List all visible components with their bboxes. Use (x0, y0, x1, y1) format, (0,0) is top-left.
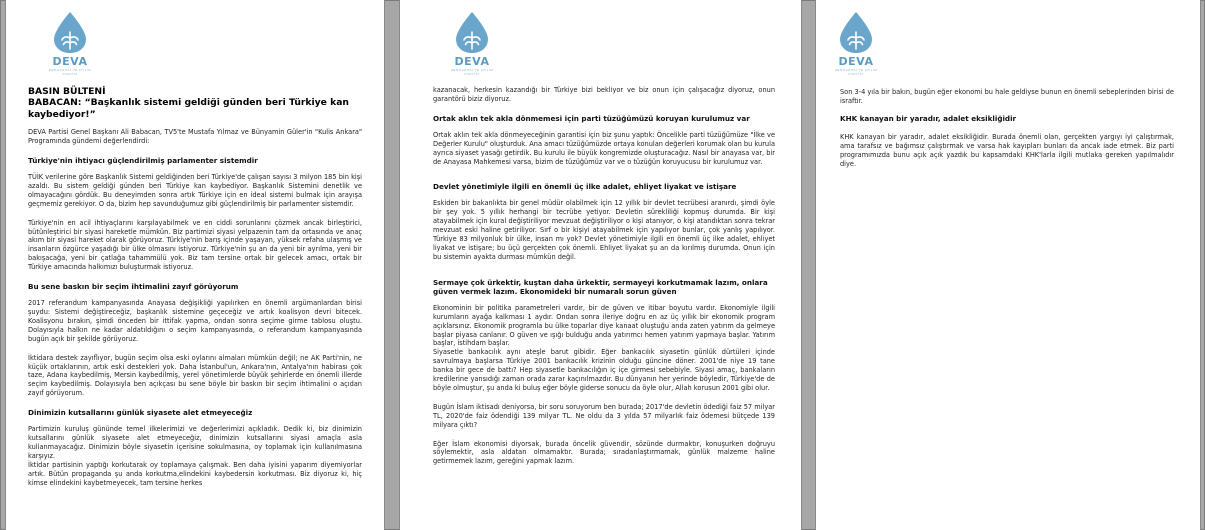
logo-tagline: DEMOKRASİ VE ATILIM PARTİSİ (48, 68, 92, 76)
paragraph: İktidar partisinin yaptığı korkutarak oy toplamaya çalışmak. Ben daha iyisini yaparım diyemiyorlar artık. Bütün propaganda şu anda korkutma,elindekini kaybedersin korkutması. Biz diyoruz ki, hiç kimse elindekini kaybetmeyecek, tam tersine herkes (28, 460, 362, 487)
intro-paragraph: DEVA Partisi Genel Başkanı Ali Babacan, TV5'te Mustafa Yılmaz ve Bünyamin Güler'in "Kulis Ankara" Programında gündemi değerlendirdi: (28, 128, 362, 146)
section-heading: Dinimizin kutsallarını günlük siyasete alet etmeyeceğiz (28, 408, 253, 418)
deva-logo (448, 10, 496, 76)
document-page-3 (816, 0, 1200, 530)
document-page-2 (400, 0, 801, 530)
page-1-content (28, 86, 362, 498)
logo-tagline: DEMOKRASİ VE ATILIM PARTİSİ (834, 68, 878, 76)
paragraph: Eskiden bir bakanlıkta bir genel müdür olabilmek için 12 yıllık bir devlet tecrübesi aranırdı, şimdi öyle bir şey yok. 5 yıllık herhangi bir tecrübe yetiyor. Devletin sürekliliği kopmuş durumda. Bir kişi atayabilmek için kural değiştiriliyor mevzuat değiştiriliyor o kişi atanıyor, o kişi atandıktan sonra tekrar mevzuat eski haline getiriliyor. Sırf o bir kişiyi atayabilmek için yapılıyor bunlar, çok yanlış yapılıyor. Türkiye 83 milyonluk bir ülke, insan mı yok? Devlet yönetimiyle ilgili en önemli üç ilke adalet, ehliyet liyakat ve istişare; bu üçü gerçekten çok önemli. Ehliyet liyakat şu an da kırılmış durumda. Onun için bu sistemin ayakta durması mümkün değil. (433, 199, 775, 261)
section-heading: Bu sene baskın bir seçim ihtimalini zayıf görüyorum (28, 282, 239, 292)
paragraph: Türkiye'nin en acil ihtiyaçlarını karşılayabilmek ve en ciddi sorunlarını çözmek ancak birleştirici, bütünleştirici bir siyasi hareketle mümkün. Biz partimizi siyasi yelpazenin tam da ortasında ve anaç akım bir siyasi hareket olarak görüyoruz. Türkiye'nin barış içinde yaşayan, yüksek refaha ulaşmış ve insanların özgürce yaşadığı bir ülke olmasını istiyoruz. Türkiye'nin şu an da yeni bir ayrılma, yeni bir bakışacağa, yeni bir çatlağa tahammülü yok. Biz tam tersine ortak bir gelecek amacı, ortak bir Türkiye amacında halkımızı buluşturmak istiyoruz. (28, 218, 362, 272)
section-heading: Sermaye çok ürkektir, kuştan daha ürkektir, sermayeyi korkutmamak lazım, onlara güven vermek lazım. Ekonomideki bir numaralı sorun güven (433, 277, 768, 296)
paragraph: Bugün İslam iktisadı deniyorsa, bir soru soruyorum ben burada; 2017'de devletin ödediği faiz 57 milyar TL, 2020'de faiz ödendiği 139 milyar TL. Ne oldu da 3 yılda 57 milyarlık faiz ödemesi bütçede 139 milyara çıktı? (433, 402, 775, 429)
paragraph: KHK kanayan bir yaradır, adalet eksikliğidir. Burada önemli olan, gerçekten yargıyı iyi çalıştırmak, ama tarafsız ve bağımsız çalıştırmak ve varsa hak kayıpları bunları da ancak iade etmek. Biz parti programımızda bunu açık açık yazdık bu kapsamdaki KHK'larla ilgili mutlaka gereken yapılmalıdır diye. (840, 132, 1174, 168)
logo-brand-name: DEVA (52, 55, 88, 68)
section-heading: Türkiye'nin ihtiyacı güçlendirilmiş parlamenter sistemdir (28, 156, 258, 166)
paragraph: Eğer İslam ekonomisi diyorsak, burada öncelik güvendir, sözünde durmaktır, konuşurken doğruyu söylemektir, asla aldatan olmamaktır. Burada; sıradanlaştırmamak, günlük malzeme haline getirmemek lazım, gereğini yapmak lazım. (433, 439, 775, 466)
water-drop-icon (448, 10, 496, 54)
logo-tagline: DEMOKRASİ VE ATILIM PARTİSİ (450, 68, 494, 76)
section-heading: KHK kanayan bir yaradır, adalet eksikliğidir (840, 113, 1017, 123)
deva-logo (832, 10, 880, 76)
paragraph: Son 3-4 yıla bir bakın, bugün eğer ekonomi bu hale geldiyse bunun en önemli sebeplerinden birisi de israftır. (840, 88, 1174, 105)
paragraph: Ekonominin bir politika parametreleri vardır, bir de güven ve itibar boyutu vardır. Ekonomiyle ilgili kurumların ayağa kalkması 1 aydır. Ondan sonra ileriye doğru en az üç yıllık bir ekonomik program açıklarsınız. Ekonomik programla bu ülke toparlar diye kanaat oluştuğu anda zaten yatırım da gelmeye başlar piyasa canlanır. O güven ve ışığı bulduğu anda yatırımcı hemen yatırım yapmaya başlar. Yatırım başlar, istihdam başlar. (433, 303, 775, 348)
logo-brand-name: DEVA (838, 55, 874, 68)
paragraph: İktidara destek zayıflıyor, bugün seçim olsa eski oylarını almaları mümkün değil; ne AK Parti'nin, ne küçük ortaklarının, artık eski destekleri yok. Daha İstanbul'un, Ankara'nın, Antalya'nın habirası çok taze, Adana kaybedilmiş, Mersin kaybedilmiş, yerel yönetimlerde büyük şehirlerde en önemli illerde seçim kaybedilmiş. Dolayısıyla ben açıkçası bu sene böyle bir baskın bir seçim ihtimalini o açıdan zayıf görüyorum. (28, 353, 362, 398)
water-drop-icon (46, 10, 94, 54)
page-2-content (433, 86, 775, 476)
doc-type-heading: BASIN BÜLTENİ (28, 86, 106, 97)
paragraph: TÜİK verilerine göre Başkanlık Sistemi geldiğinden beri Türkiye'de çalışan sayısı 3 milyon 185 bin kişi azaldı. Bu sistem geldiği günden beri Türkiye kan kaybediyor. Başkanlık Sistemini denetlik ve olmayacağını gördük. Bu deneyimden sonra artık Türkiye için en ideal sistemi bulmak için arayışa geçmemiz gerekiyor. O da, bizim hep savunduğumuz gibi güçlendirilmiş bir parlamenter sistemdir. (28, 173, 362, 208)
paragraph: kazanacak, herkesin kazandığı bir Türkiye bizi bekliyor ve biz onun için çalışacağız diyoruz, onun garantörü biziz diyoruz. (433, 86, 775, 103)
water-drop-icon (832, 10, 880, 54)
section-heading: Ortak aklın tek akla dönmemesi için parti tüzüğümüzü koruyan kurulumuz var (433, 113, 750, 123)
logo-brand-name: DEVA (454, 55, 490, 68)
paragraph: Siyasetle bankacılık aynı ateşle barut gibidir. Eğer bankacılık siyasetin günlük dürtüleri içinde savrulmaya başlarsa Türkiye 2001 bankacılık krizinin olduğu güncine döner. 2001'de niye 19 tane banka bir gece de battı? Hep siyasetle bankacılığın iç içe girmesi sebebiyle. Siyasi amaç, bankaların kredilerine yansıdığı zaman orada zarar kaçınılmazdır. Bu dünyanın her yerinde böyledir, Türkiye'de de böyle olmuştur, şu anda ki buluş eğer böyle giderse sonucu da öyle olur, Allah korusun 2001 gibi olur. (433, 348, 775, 392)
paragraph: Ortak aklın tek akla dönmeyeceğinin garantisi için biz şunu yaptık: Öncelikle parti tüzüğümüze "İlke ve Değerler Kurulu" oluşturduk. Ana amacı tüzüğümüzde ortaya konulan değerleri korumak olan bu kurula ayrıca siyaset yasağı getirdik. Bu kurulu ile büyük kongremizde oluşturacağız. Nasıl bir anayasa var, bir de Anayasa Mahkemesi varsa, bizim de tüzüğümüz var ve o tüzüğün koruyucusu bir kurulumuz var. (433, 130, 775, 166)
paragraph: 2017 referandum kampanyasında Anayasa değişikliği yapılırken en önemli argümanlardan birisi şuydu: Sistemi değiştireceğiz, başkanlık sistemine geçeceğiz ve artık koalisyon devri bitecek. Koalisyonu bırakın, şimdi önceden bir ittifak yapma, ondan sonra seçime girme tablosu oluştu. Dolayısıyla halkın ne kadar aldatıldığını o seçim kampanyasında, o referandum kampanyasında bugün açık bir şekilde görüyoruz. (28, 299, 362, 343)
document-page-1 (6, 0, 384, 530)
paragraph: Partimizin kuruluş gününde temel ilkelerimizi ve değerlerimizi açıkladık. Dedik ki, biz dinimizin kutsallarını günlük siyasete alet etmeyeceğiz, dinimizin kutsallarını siyasi amaçla asla kullanmayacağız. Dinimizin böyle siyasetin içerisine sokulmasına, oy toplamak için kullanılmasına karşıyız. (28, 425, 362, 460)
section-heading: Devlet yönetimiyle ilgili en önemli üç ilke adalet, ehliyet liyakat ve istişare (433, 182, 737, 192)
page-3-content (840, 88, 1174, 178)
deva-logo (46, 10, 94, 76)
press-release-title: BABACAN: “Başkanlık sistemi geldiği günden beri Türkiye kan kaybediyor!” (28, 97, 349, 120)
